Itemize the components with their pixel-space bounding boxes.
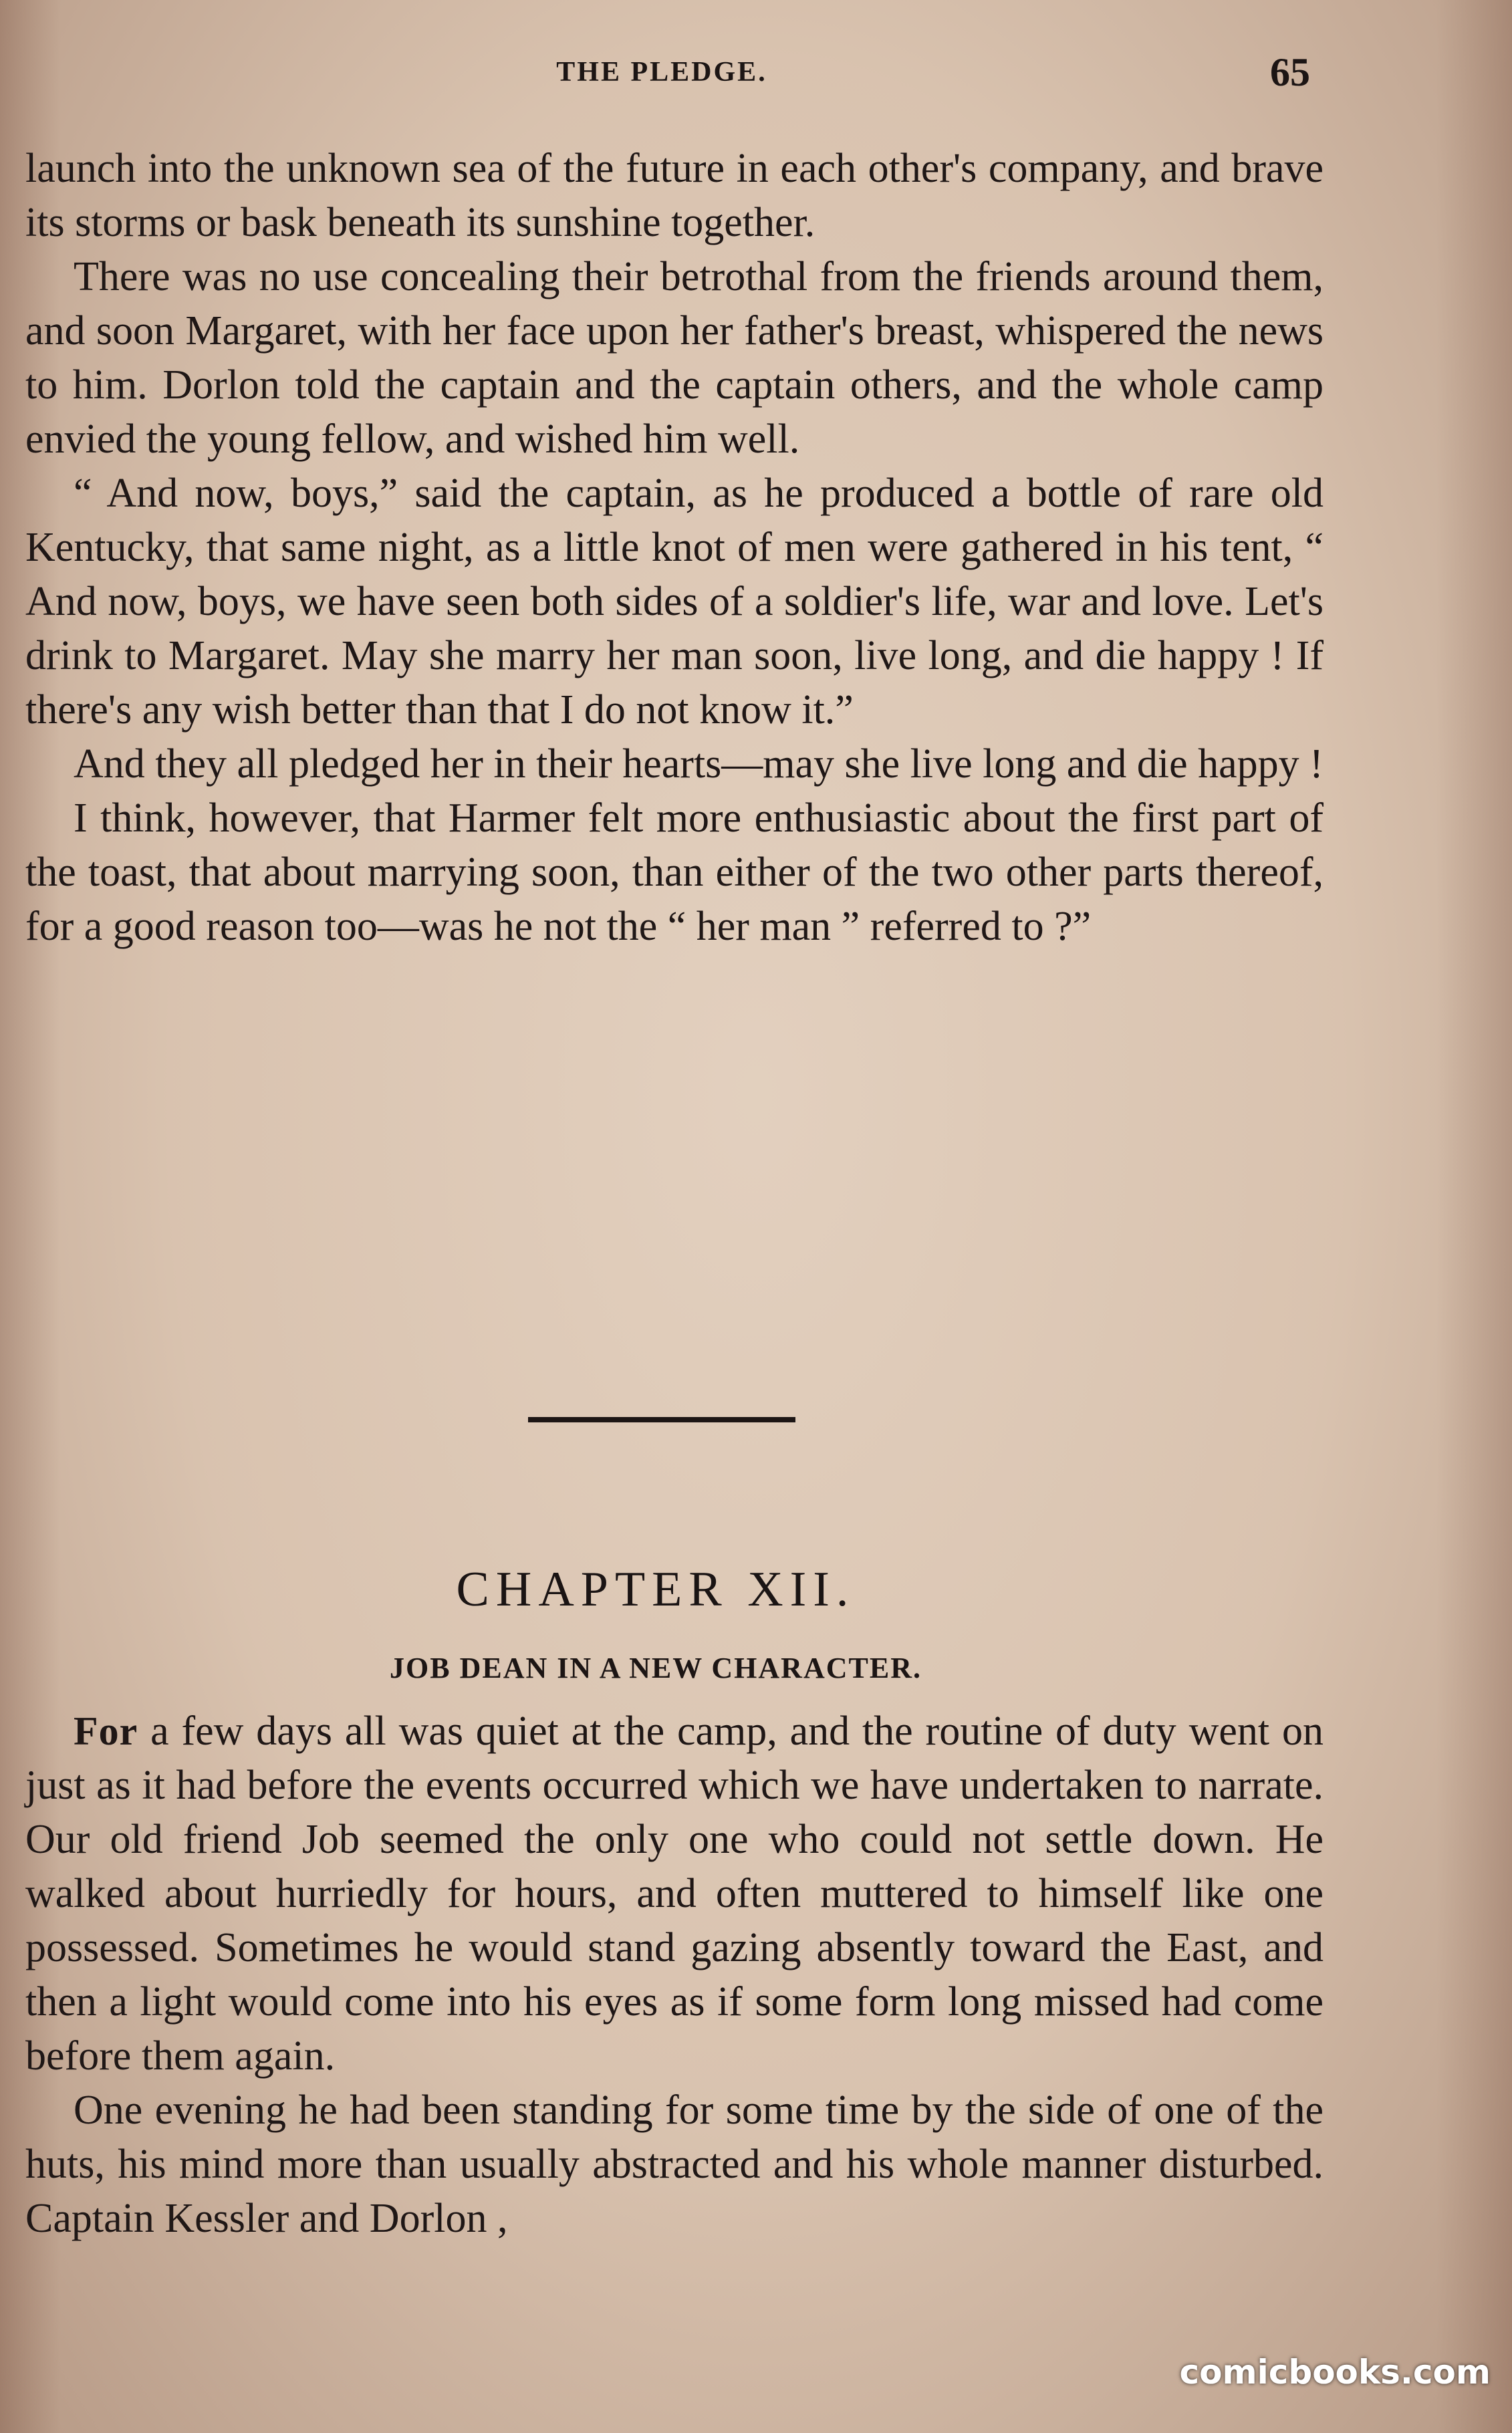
- chapter-start-text: [25, 1704, 1324, 2246]
- section-divider-rule: [528, 1417, 795, 1422]
- page-number: 65: [1270, 50, 1310, 94]
- paragraph: launch into the unknown sea of the future in each other's company, and brave its storms or bask beneath its sunshine together.: [25, 146, 1324, 245]
- chapter-title: CHAPTER XII.: [456, 1562, 856, 1617]
- paragraph: “ And now, boys,” said the captain, as he produced a bottle of rare old Kentucky, that same night, as a little knot of men were gathered in his tent, “ And now, boys, we have seen both sides of a soldier's life, war and love. Let's drink to Margaret. May she marry her man soon, live long, and die happy ! If there's any wish better than that I do not know it.”: [25, 471, 1324, 733]
- running-head: [0, 52, 1512, 92]
- paragraph-text: a few days all was quiet at the camp, and the routine of duty went on just as it had before the events occurred which we have undertaken to narrate. Our old friend Job seemed the only one who could not settle down. He walked about hurriedly for hours, and often muttered to himself like one possessed. Sometimes he would stand gazing absently toward the East, and then a light would come into his eyes as if some form long missed had come before them again.: [25, 1708, 1324, 2079]
- chapter-end-text: [25, 142, 1324, 954]
- running-title: THE PLEDGE.: [556, 57, 767, 88]
- chapter-opening-word: For: [74, 1709, 138, 1753]
- paragraph: One evening he had been standing for some time by the side of one of the huts, his mind more than usually abstracted and his whole manner disturbed. Captain Kessler and Dorlon ,: [25, 2087, 1324, 2241]
- paragraph: There was no use concealing their betrothal from the friends around them, and soon Margaret, with her face upon her father's breast, whispered the news to him. Dorlon told the captain and the captain others, and the whole camp envied the young fellow, and wished him well.: [25, 254, 1324, 462]
- watermark-text: comicbooks.com: [1179, 2353, 1491, 2392]
- paragraph: I think, however, that Harmer felt more enthusiastic about the first part of the toast, that about marrying soon, than either of the two other parts thereof, for a good reason too—was he not the “ her man ” referred to ?”: [25, 795, 1324, 949]
- paragraph: [25, 1704, 1324, 2083]
- chapter-subtitle: JOB DEAN IN A NEW CHARACTER.: [390, 1652, 922, 1684]
- paragraph: And they all pledged her in their hearts—may she live long and die happy !: [74, 741, 1324, 787]
